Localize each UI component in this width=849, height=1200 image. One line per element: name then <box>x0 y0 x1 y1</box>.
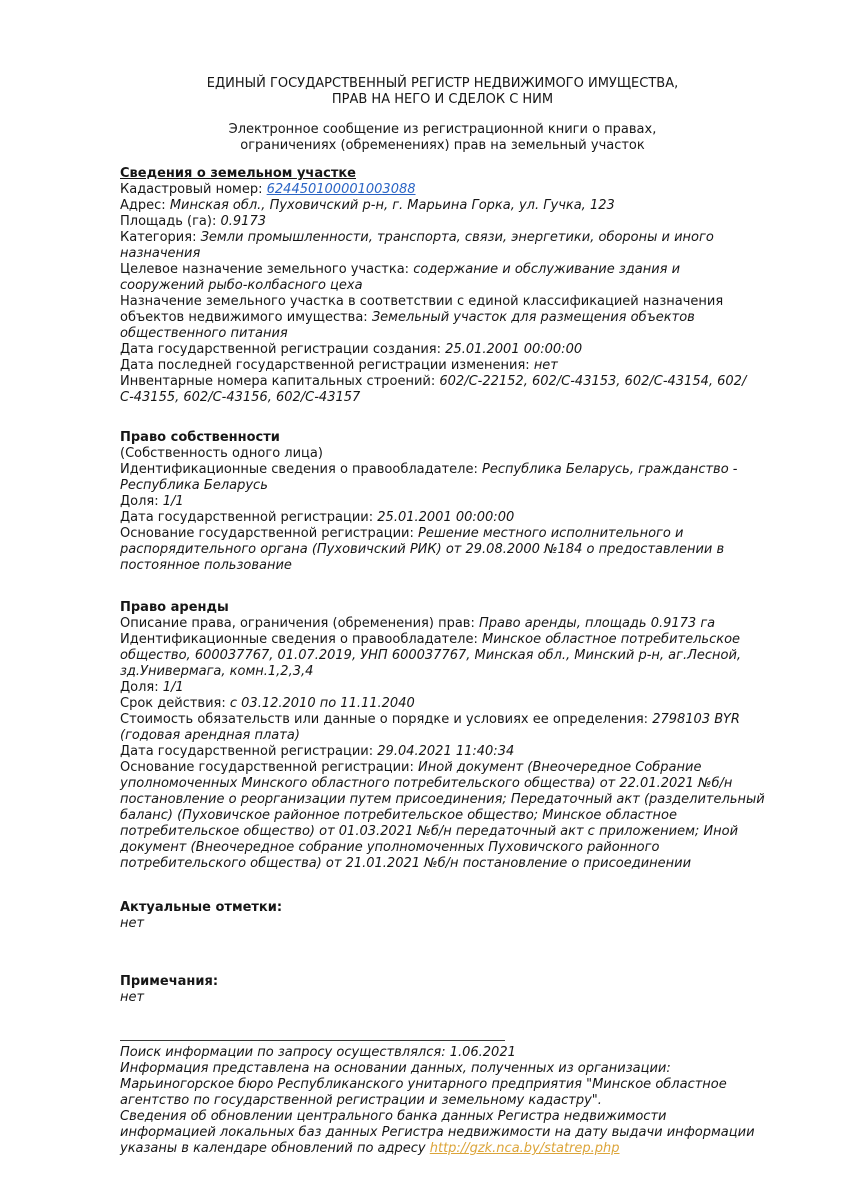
field-reg-basis <box>120 526 765 574</box>
section-ownership-right <box>120 430 765 574</box>
field-value: с 03.12.2010 по 11.11.2040 <box>229 696 415 711</box>
field-reg-date <box>120 510 765 526</box>
field-value: Решение местного исполнительного и распорядительного органа (Пуховичский РИК) от 29.08.2000 №184 о предоставлении в постоянное пользование <box>120 526 725 573</box>
footer-source-organization-line: Информация представлена на основании данных, полученных из организации: Марьиногорское бюро Республиканского унитарного предприятия "Минское областное агентство по государственной регистрации и земельному кадастру". <box>120 1061 727 1108</box>
field-designated-purpose <box>120 262 765 294</box>
field-label: Дата последней государственной регистрации изменения: <box>120 358 530 373</box>
notes-section-heading: Примечания: <box>120 974 219 989</box>
field-last-change-reg-date <box>120 358 765 374</box>
field-rightholder <box>120 632 765 680</box>
field-category <box>120 230 765 262</box>
field-reg-basis <box>120 760 765 872</box>
ownership-section-heading: Право собственности <box>120 430 280 445</box>
statrep-url-link[interactable]: http://gzk.nca.by/statrep.php <box>429 1141 620 1156</box>
field-label: Доля: <box>120 680 159 695</box>
document-subtitle <box>120 122 765 154</box>
field-value: Право аренды, площадь 0.9173 га <box>478 616 716 631</box>
field-label: Адрес: <box>120 198 166 213</box>
field-label: Дата государственной регистрации создания: <box>120 342 442 357</box>
field-value: содержание и обслуживание здания и сооружений рыбо-колбасного цеха <box>120 262 681 293</box>
field-address <box>120 198 765 214</box>
field-value: 1/1 <box>162 494 184 509</box>
field-label: Целевое назначение земельного участка: <box>120 262 410 277</box>
field-label: Идентификационные сведения о правообладателе: <box>120 462 478 477</box>
field-cadastral-number <box>120 182 765 198</box>
field-creation-reg-date <box>120 342 765 358</box>
footer-update-text: Сведения об обновлении центрального банка данных Регистра недвижимости информацией локальных баз данных Регистра недвижимости на дату выдачи информации указаны в календаре обновлений по адресу <box>120 1109 755 1156</box>
field-value: Земельный участок для размещения объектов общественного питания <box>120 310 695 341</box>
field-share <box>120 680 765 696</box>
subtitle-line-2: ограничениях (обременениях) прав на земельный участок <box>240 138 645 153</box>
field-label: Основание государственной регистрации: <box>120 760 414 775</box>
field-value: нет <box>533 358 558 373</box>
marks-section-heading: Актуальные отметки: <box>120 900 283 915</box>
title-line-1: ЕДИНЫЙ ГОСУДАРСТВЕННЫЙ РЕГИСТР НЕДВИЖИМОГО ИМУЩЕСТВА, <box>206 76 679 91</box>
field-inventory-numbers <box>120 374 765 406</box>
title-line-2: ПРАВ НА НЕГО И СДЕЛОК С НИМ <box>331 92 554 107</box>
field-value: 25.01.2001 00:00:00 <box>445 342 583 357</box>
field-value: 2798103 BYR (годовая арендная плата) <box>120 712 740 743</box>
field-label: Инвентарные номера капитальных строений: <box>120 374 436 389</box>
field-label: Срок действия: <box>120 696 226 711</box>
field-value: Земли промышленности, транспорта, связи, энергетики, обороны и иного назначения <box>120 230 714 261</box>
footer-divider <box>120 1040 505 1041</box>
field-label: Дата государственной регистрации: <box>120 744 374 759</box>
field-label: Идентификационные сведения о правообладателе: <box>120 632 478 647</box>
field-rightholder <box>120 462 765 494</box>
field-label: Основание государственной регистрации: <box>120 526 414 541</box>
section-lease-right <box>120 600 765 872</box>
subtitle-line-1: Электронное сообщение из регистрационной книги о правах, <box>228 122 657 137</box>
document-footer <box>120 1040 765 1157</box>
field-area <box>120 214 765 230</box>
field-obligation-cost <box>120 712 765 744</box>
section-land-parcel <box>120 166 765 406</box>
field-label: Категория: <box>120 230 197 245</box>
lease-section-heading: Право аренды <box>120 600 229 615</box>
field-label: Доля: <box>120 494 159 509</box>
field-value: Иной документ (Внеочередное Собрание уполномоченных Минского областного потребительского общества) от 22.01.2021 №б/н постановление о реорганизации путем присоединения; Передаточный акт (разделительный баланс) (Пуховичское районное потребительское общество; Минское областное потребительское общество) от 01.03.2021 №б/н передаточный акт с приложением; Иной документ (Внеочередное собрание уполномоченных Пуховичского районного потребительского общества) от 21.01.2021 №б/н постановление о присоединении <box>120 760 765 871</box>
footer-search-date-line: Поиск информации по запросу осуществлялся: 1.06.2021 <box>120 1045 516 1060</box>
field-classification-purpose <box>120 294 765 342</box>
footer-update-info-line <box>120 1109 765 1157</box>
field-value: Минское областное потребительское общество, 600037767, 01.07.2019, УНП 600037767, Минская обл., Минский р-н, аг.Лесной, зд.Универмага, комн.1,2,3,4 <box>120 632 742 679</box>
field-value: 1/1 <box>162 680 184 695</box>
land-section-heading: Сведения о земельном участке <box>120 166 356 181</box>
field-value: Республика Беларусь, гражданство - Республика Беларусь <box>120 462 738 493</box>
field-reg-date <box>120 744 765 760</box>
cadastral-number-link[interactable]: 624450100001003088 <box>266 182 416 197</box>
field-label: Назначение земельного участка в соответствии с единой классификацией назначения объектов недвижимого имущества: <box>120 294 724 325</box>
field-share <box>120 494 765 510</box>
field-value: 0.9173 <box>220 214 266 229</box>
field-value: Минская обл., Пуховичский р-н, г. Марьина Горка, ул. Гучка, 123 <box>169 198 615 213</box>
field-validity-period <box>120 696 765 712</box>
field-label: Кадастровый номер: <box>120 182 263 197</box>
field-value: 25.01.2001 00:00:00 <box>377 510 515 525</box>
field-label: Стоимость обязательств или данные о порядке и условиях ее определения: <box>120 712 649 727</box>
section-actual-marks <box>120 900 765 932</box>
field-label: Дата государственной регистрации: <box>120 510 374 525</box>
ownership-type: (Собственность одного лица) <box>120 446 323 461</box>
section-notes <box>120 974 765 1006</box>
marks-value: нет <box>120 916 145 931</box>
field-label: Площадь (га): <box>120 214 217 229</box>
field-right-description <box>120 616 765 632</box>
document-title <box>120 76 765 108</box>
field-value: 602/С-22152, 602/С-43153, 602/С-43154, 602/С-43155, 602/С-43156, 602/С-43157 <box>120 374 747 405</box>
field-value: 29.04.2021 11:40:34 <box>377 744 515 759</box>
field-label: Описание права, ограничения (обременения) прав: <box>120 616 475 631</box>
notes-value: нет <box>120 990 145 1005</box>
